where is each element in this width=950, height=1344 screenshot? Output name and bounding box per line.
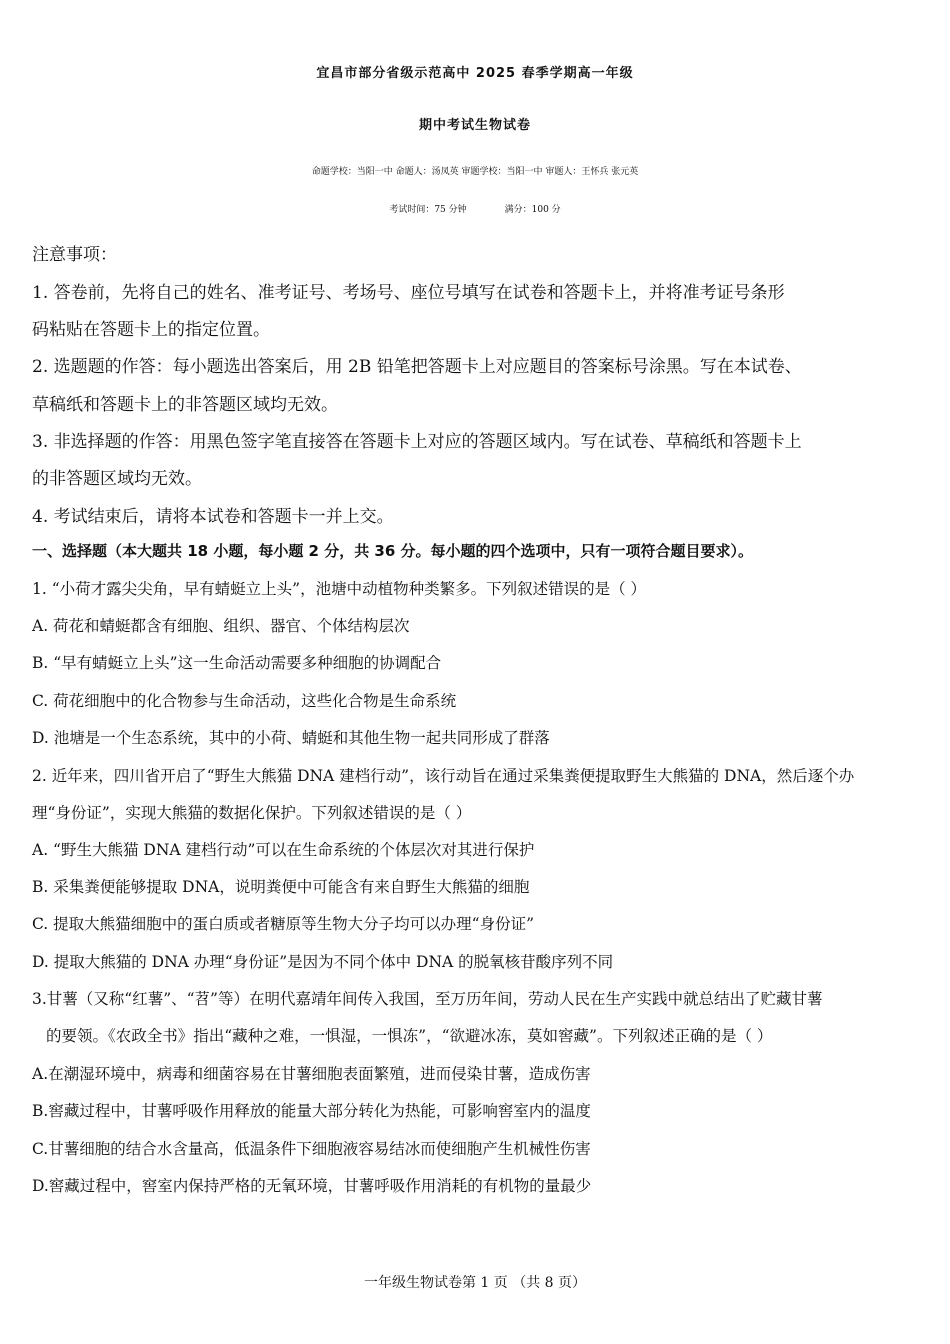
q2-option-b: B. 采集粪便能够提取 DNA，说明粪便中可能含有来自野生大熊猫的细胞 bbox=[32, 878, 530, 896]
note-1-line-2: 码粘贴在答题卡上的指定位置。 bbox=[32, 320, 270, 340]
q1-option-a: A. 荷花和蜻蜓都含有细胞、组织、器官、个体结构层次 bbox=[32, 617, 410, 635]
q2-option-c: C. 提取大熊猫细胞中的蛋白质或者糖原等生物大分子均可以办理“身份证” bbox=[32, 915, 535, 933]
q2-stem-line-2: 理“身份证”，实现大熊猫的数据化保护。下列叙述错误的是（ ） bbox=[32, 804, 472, 822]
full-score: 满分：100 分 bbox=[504, 205, 561, 215]
q3-stem-line-2: 的要领。《农政全书》指出“藏种之难，一惧湿，一惧冻”，“欲避冰冻，莫如窖藏”。下列叙述正确的是（ ） bbox=[46, 1027, 773, 1045]
exam-info-line bbox=[0, 202, 950, 215]
q2-option-a: A. “野生大熊猫 DNA 建档行动”可以在生命系统的个体层次对其进行保护 bbox=[32, 841, 535, 859]
q2-option-d: D. 提取大熊猫的 DNA 办理“身份证”是因为不同个体中 DNA 的脱氧核苷酸序列不同 bbox=[32, 953, 614, 971]
note-2-line-1: 2. 选题题的作答：每小题选出答案后，用 2B 铅笔把答题卡上对应题目的答案标号涂黑。写在本试卷、 bbox=[32, 357, 802, 377]
q3-option-c: C.甘薯细胞的结合水含量高，低温条件下细胞液容易结冰而使细胞产生机械性伤害 bbox=[32, 1140, 591, 1158]
page-footer: 一年级生物试卷第 1 页 （共 8 页） bbox=[363, 1275, 587, 1291]
note-3-line-1: 3. 非选择题的作答：用黑色签字笔直接答在答题卡上对应的答题区域内。写在试卷、草稿纸和答题卡上 bbox=[32, 432, 802, 452]
note-3-line-2: 的非答题区域均无效。 bbox=[32, 469, 202, 489]
exam-title-line1: 宜昌市部分省级示范高中 2025 春季学期高一年级 bbox=[316, 66, 634, 81]
q3-option-d: D.窖藏过程中，窖室内保持严格的无氧环境，甘薯呼吸作用消耗的有机物的量最少 bbox=[32, 1177, 592, 1195]
note-4: 4. 考试结束后，请将本试卷和答题卡一并上交。 bbox=[32, 507, 394, 527]
exam-time: 考试时间：75 分钟 bbox=[389, 205, 467, 215]
q3-option-b: B.窖藏过程中，甘薯呼吸作用释放的能量大部分转化为热能，可影响窖室内的温度 bbox=[32, 1102, 591, 1120]
q1-option-b: B. “早有蜻蜓立上头”这一生命活动需要多种细胞的协调配合 bbox=[32, 654, 442, 672]
q3-stem-line-1: 3.甘薯（又称“红薯”、“苕”等）在明代嘉靖年间传入我国，至万历年间，劳动人民在生产实践中就总结出了贮藏甘薯 bbox=[32, 990, 823, 1008]
author-line: 命题学校：当阳一中 命题人：汤凤英 审题学校：当阳一中 审题人：王怀兵 张元英 bbox=[311, 167, 639, 177]
note-1-line-1: 1. 答卷前，先将自己的姓名、准考证号、考场号、座位号填写在试卷和答题卡上，并将准考证号条形 bbox=[32, 283, 785, 303]
q1-option-c: C. 荷花细胞中的化合物参与生命活动，这些化合物是生命系统 bbox=[32, 692, 457, 710]
q2-stem-line-1: 2. 近年来，四川省开启了“野生大熊猫 DNA 建档行动”，该行动旨在通过采集粪便提取野生大熊猫的 DNA，然后逐个办 bbox=[32, 767, 855, 785]
section-1-heading: 一、选择题（本大题共 18 小题，每小题 2 分，共 36 分。每小题的四个选项中，只有一项符合题目要求）。 bbox=[32, 542, 754, 560]
q1-stem: 1. “小荷才露尖尖角，早有蜻蜓立上头”，池塘中动植物种类繁多。下列叙述错误的是（ ） bbox=[32, 580, 646, 598]
exam-title-line2: 期中考试生物试卷 bbox=[418, 118, 531, 133]
notes-heading: 注意事项： bbox=[32, 245, 117, 265]
q3-option-a: A.在潮湿环境中，病毒和细菌容易在甘薯细胞表面繁殖，进而侵染甘薯，造成伤害 bbox=[32, 1065, 591, 1083]
q1-option-d: D. 池塘是一个生态系统，其中的小荷、蜻蜓和其他生物一起共同形成了群落 bbox=[32, 729, 550, 747]
note-2-line-2: 草稿纸和答题卡上的非答题区域均无效。 bbox=[32, 395, 338, 415]
